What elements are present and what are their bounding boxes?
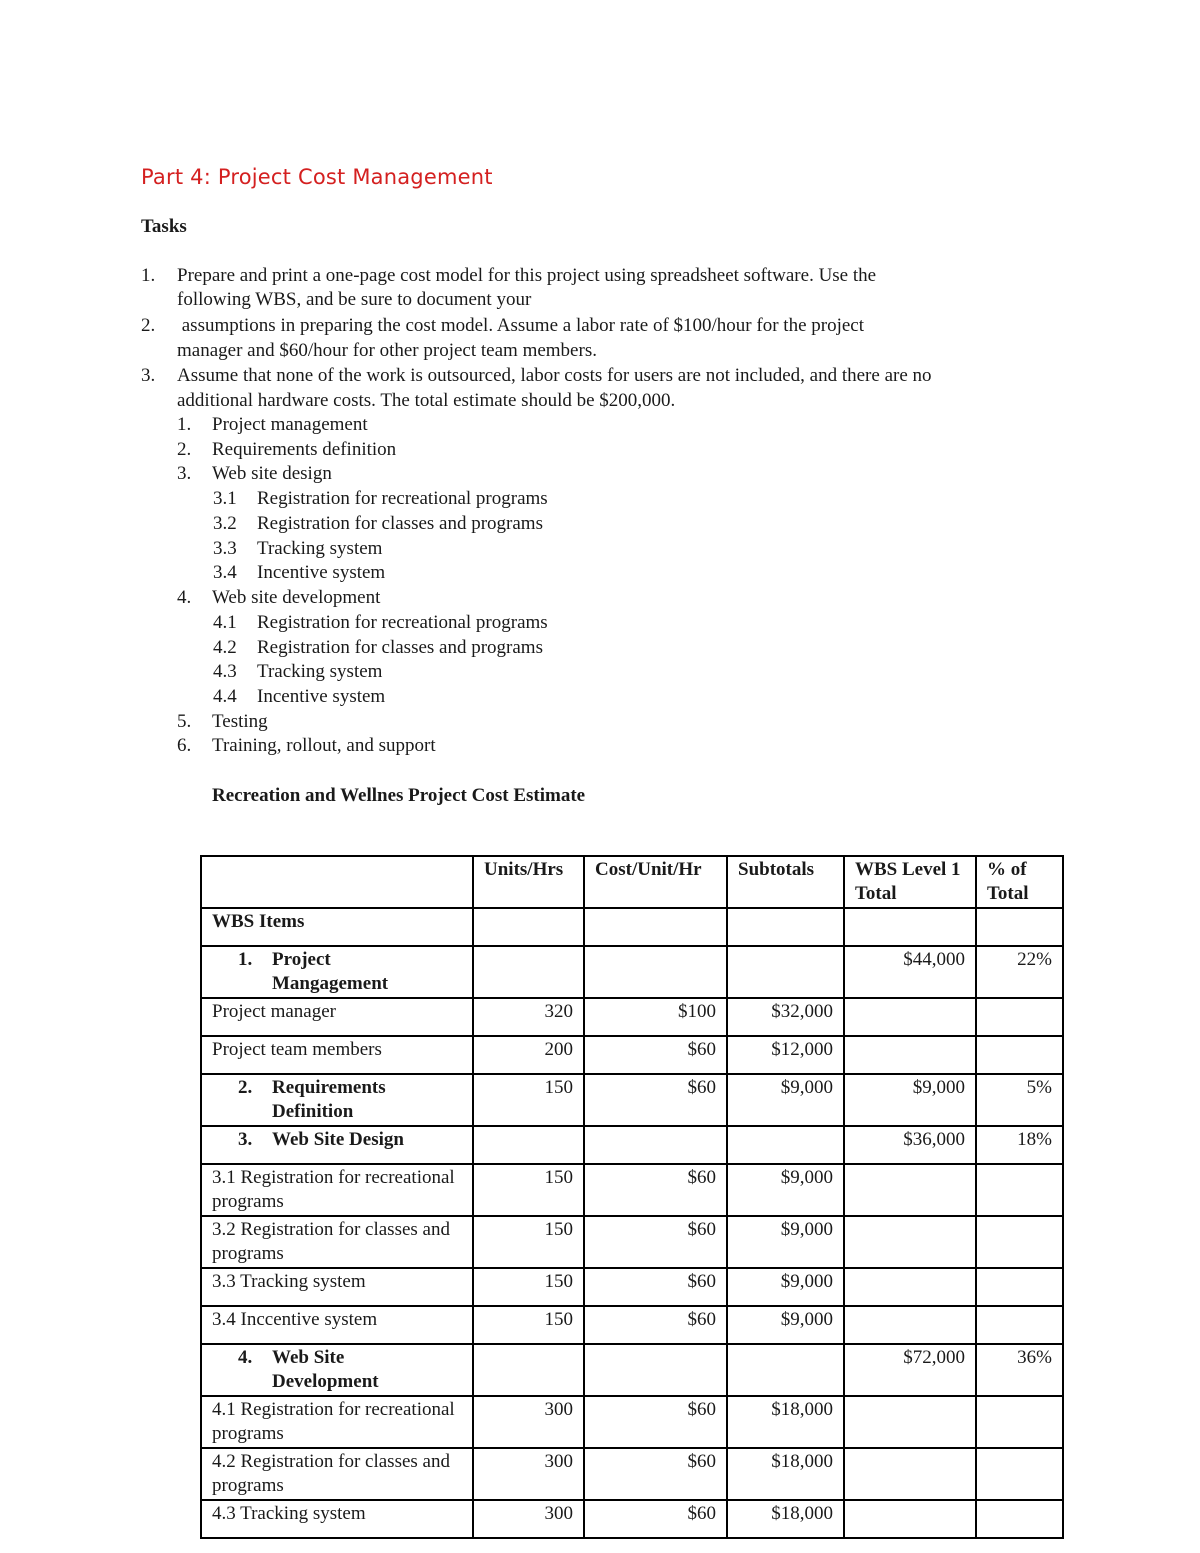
task-line: Prepare and print a one-page cost model for this project using spreadsheet software. Use the (177, 265, 877, 286)
units-cell: 200 (473, 1036, 584, 1074)
level1-total-cell (844, 1306, 976, 1344)
cost-cell: $60 (584, 1396, 727, 1448)
wbs-item-label: 3.1 Registration for recreational programs (201, 1164, 473, 1216)
percent-cell (976, 998, 1063, 1036)
wbs-items-label: WBS Items (201, 908, 473, 946)
subtotal-cell (727, 1126, 844, 1164)
subtotal-cell: $18,000 (727, 1500, 844, 1538)
table-group-row (201, 1126, 1063, 1164)
wbs-number: 1. (177, 414, 192, 435)
cost-cell: $60 (584, 1036, 727, 1074)
cost-cell: $60 (584, 1164, 727, 1216)
percent-cell: 36% (976, 1344, 1063, 1396)
wbs-group-number: 2. (238, 1077, 253, 1098)
wbs-item: Requirements definition (212, 439, 397, 460)
cost-estimate-table (200, 855, 1064, 1539)
wbs-item-label: 3.2 Registration for classes and programs (201, 1216, 473, 1268)
subtotal-cell: $32,000 (727, 998, 844, 1036)
wbs-group-number: 4. (238, 1347, 253, 1368)
cost-cell: $60 (584, 1216, 727, 1268)
wbs-item-label: 4.1 Registration for recreational programs (201, 1396, 473, 1448)
units-cell: 150 (473, 1164, 584, 1216)
wbs-group-label (201, 1074, 473, 1126)
wbs-number: 4.1 (213, 612, 237, 633)
table-row (201, 908, 1063, 946)
table-row (201, 1164, 1063, 1216)
units-cell: 300 (473, 1500, 584, 1538)
level1-total-cell: $9,000 (844, 1074, 976, 1126)
estimate-title: Recreation and Wellnes Project Cost Estimate (212, 785, 586, 806)
task-line: following WBS, and be sure to document your (177, 289, 532, 310)
level1-total-cell (844, 1216, 976, 1268)
wbs-number: 3.4 (213, 562, 237, 583)
wbs-item: Training, rollout, and support (212, 735, 436, 756)
task-line: assumptions in preparing the cost model. Assume a labor rate of $100/hour for the project (177, 315, 865, 336)
level1-total-cell (844, 1396, 976, 1448)
percent-cell (976, 1396, 1063, 1448)
table-header-row (201, 856, 1063, 908)
wbs-number: 3.1 (213, 488, 237, 509)
table-group-row (201, 1074, 1063, 1126)
wbs-item: Incentive system (257, 686, 386, 707)
table-body (201, 946, 1063, 1538)
wbs-item: Registration for classes and programs (257, 513, 543, 534)
level1-total-cell (844, 998, 976, 1036)
wbs-item-label: Project team members (201, 1036, 473, 1074)
level1-total-cell (844, 1164, 976, 1216)
cost-cell: $60 (584, 1448, 727, 1500)
table-row (201, 1306, 1063, 1344)
wbs-item: Web site development (212, 587, 381, 608)
subtotal-cell (727, 946, 844, 998)
percent-cell (976, 1216, 1063, 1268)
wbs-number: 5. (177, 711, 192, 732)
level1-total-cell (844, 1268, 976, 1306)
wbs-item: Tracking system (257, 661, 383, 682)
task-line: additional hardware costs. The total estimate should be $200,000. (177, 390, 676, 411)
wbs-number: 6. (177, 735, 192, 756)
header-percent: % of Total (976, 856, 1063, 908)
header-subtotals: Subtotals (727, 856, 844, 908)
wbs-item-label: 4.3 Tracking system (201, 1500, 473, 1538)
level1-total-cell: $36,000 (844, 1126, 976, 1164)
subtotal-cell: $9,000 (727, 1074, 844, 1126)
header-cost: Cost/Unit/Hr (584, 856, 727, 908)
header-level1-total: WBS Level 1 Total (844, 856, 976, 908)
cost-cell: $100 (584, 998, 727, 1036)
wbs-number: 4.4 (213, 686, 237, 707)
wbs-item: Tracking system (257, 538, 383, 559)
table-row (201, 1268, 1063, 1306)
level1-total-cell (844, 1500, 976, 1538)
wbs-number: 2. (177, 439, 192, 460)
wbs-group-label (201, 946, 473, 998)
percent-cell (976, 1448, 1063, 1500)
units-cell: 150 (473, 1268, 584, 1306)
table-row (201, 1216, 1063, 1268)
wbs-item: Web site design (212, 463, 332, 484)
level1-total-cell (844, 1036, 976, 1074)
cost-cell: $60 (584, 1306, 727, 1344)
level1-total-cell: $72,000 (844, 1344, 976, 1396)
task-line: Assume that none of the work is outsourced, labor costs for users are not included, and there are no (177, 365, 932, 386)
table-row (201, 998, 1063, 1036)
header-cell (201, 856, 473, 908)
cost-cell (584, 1126, 727, 1164)
wbs-item: Registration for classes and programs (257, 637, 543, 658)
percent-cell (976, 1164, 1063, 1216)
wbs-group-title: Requirements Definition (272, 1077, 386, 1122)
wbs-item-label: 3.4 Inccentive system (201, 1306, 473, 1344)
level1-total-cell (844, 1448, 976, 1500)
subtotal-cell: $18,000 (727, 1448, 844, 1500)
percent-cell: 18% (976, 1126, 1063, 1164)
wbs-item: Registration for recreational programs (257, 612, 548, 633)
wbs-group-label (201, 1126, 473, 1164)
cost-cell: $60 (584, 1074, 727, 1126)
table-row (201, 1500, 1063, 1538)
wbs-item: Project management (212, 414, 368, 435)
wbs-number: 3.3 (213, 538, 237, 559)
tasks-heading: Tasks (141, 216, 187, 237)
table-row (201, 1396, 1063, 1448)
percent-cell (976, 1268, 1063, 1306)
wbs-item-label: 3.3 Tracking system (201, 1268, 473, 1306)
percent-cell: 5% (976, 1074, 1063, 1126)
subtotal-cell: $9,000 (727, 1268, 844, 1306)
wbs-number: 3. (177, 463, 192, 484)
wbs-item-label: Project manager (201, 998, 473, 1036)
wbs-item: Testing (212, 711, 268, 732)
page-title: Part 4: Project Cost Management (141, 165, 493, 189)
wbs-item: Registration for recreational programs (257, 488, 548, 509)
wbs-item-label: 4.2 Registration for classes and programs (201, 1448, 473, 1500)
task-number: 2. (141, 315, 156, 336)
units-cell: 150 (473, 1216, 584, 1268)
cost-cell (584, 1344, 727, 1396)
task-number: 3. (141, 365, 156, 386)
percent-cell (976, 1036, 1063, 1074)
units-cell (473, 1344, 584, 1396)
wbs-group-title: Web Site Development (272, 1347, 379, 1392)
wbs-group-title: Web Site Design (272, 1129, 404, 1150)
units-cell: 320 (473, 998, 584, 1036)
percent-cell (976, 1500, 1063, 1538)
task-number: 1. (141, 265, 156, 286)
cost-cell: $60 (584, 1500, 727, 1538)
subtotal-cell: $9,000 (727, 1216, 844, 1268)
wbs-group-number: 3. (238, 1129, 253, 1150)
percent-cell: 22% (976, 946, 1063, 998)
header-units: Units/Hrs (473, 856, 584, 908)
subtotal-cell: $9,000 (727, 1306, 844, 1344)
units-cell (473, 1126, 584, 1164)
units-cell (473, 946, 584, 998)
subtotal-cell: $9,000 (727, 1164, 844, 1216)
percent-cell (976, 1306, 1063, 1344)
units-cell: 150 (473, 1306, 584, 1344)
table-row (201, 1036, 1063, 1074)
subtotal-cell (727, 1344, 844, 1396)
cost-cell: $60 (584, 1268, 727, 1306)
table-group-row (201, 946, 1063, 998)
task-line: manager and $60/hour for other project team members. (177, 340, 597, 361)
table-group-row (201, 1344, 1063, 1396)
subtotal-cell: $18,000 (727, 1396, 844, 1448)
table-row (201, 1448, 1063, 1500)
wbs-item: Incentive system (257, 562, 386, 583)
units-cell: 300 (473, 1396, 584, 1448)
level1-total-cell: $44,000 (844, 946, 976, 998)
units-cell: 150 (473, 1074, 584, 1126)
cost-cell (584, 946, 727, 998)
subtotal-cell: $12,000 (727, 1036, 844, 1074)
units-cell: 300 (473, 1448, 584, 1500)
wbs-group-title: Project Mangagement (272, 949, 389, 994)
wbs-number: 4.3 (213, 661, 237, 682)
wbs-group-number: 1. (238, 949, 253, 970)
wbs-number: 3.2 (213, 513, 237, 534)
wbs-number: 4.2 (213, 637, 237, 658)
wbs-number: 4. (177, 587, 192, 608)
wbs-group-label (201, 1344, 473, 1396)
